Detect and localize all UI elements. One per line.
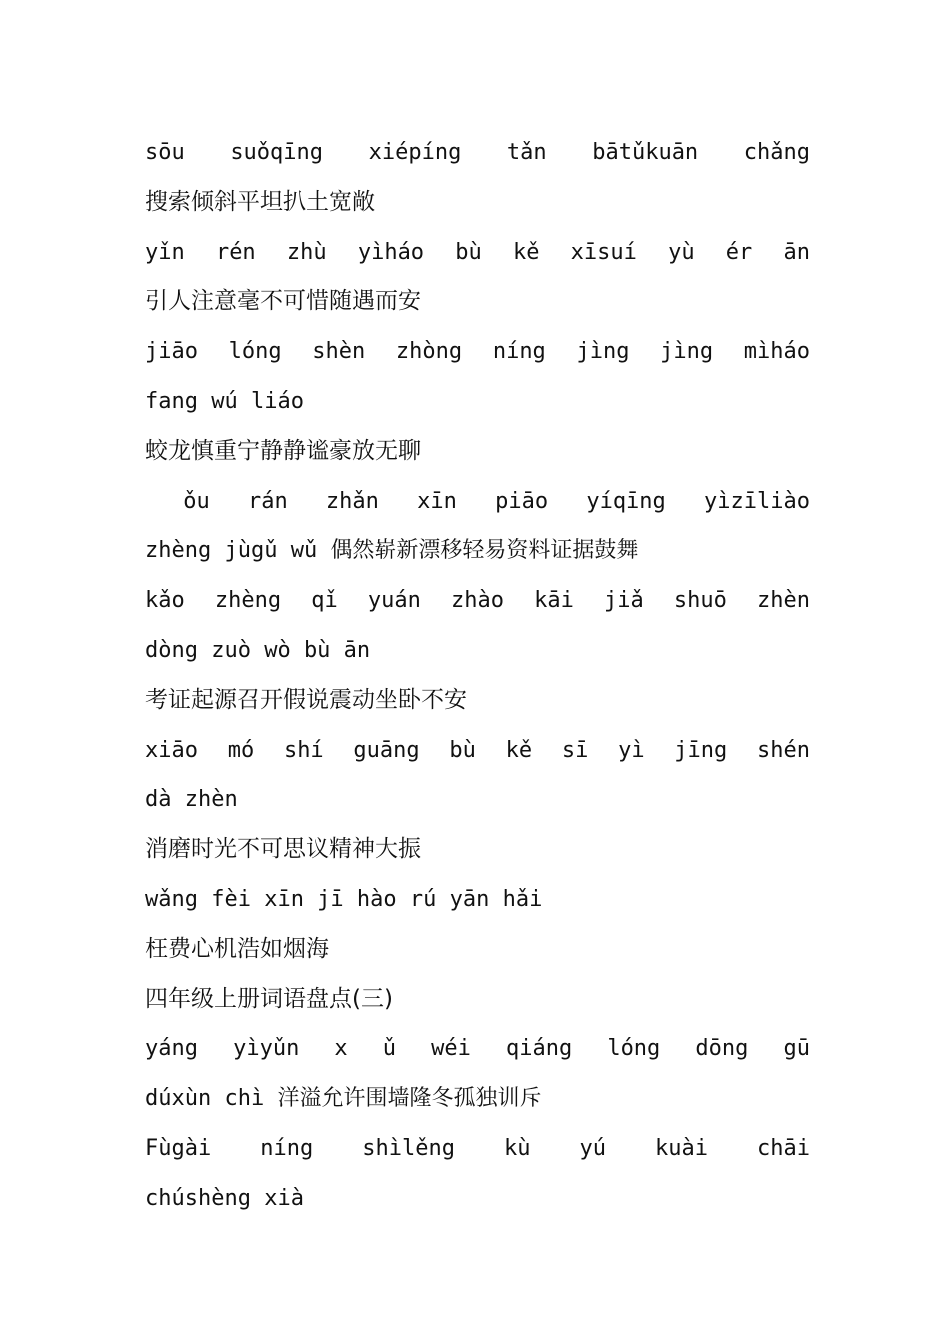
hanzi-line-6: 枉费心机浩如烟海 (145, 935, 329, 962)
pinyin-line-7: dòng zuò wò bù ān (145, 637, 371, 663)
pinyin-line-10: wǎng fèi xīn jī hào rú yān hǎi (145, 886, 543, 912)
section-heading: 四年级上册词语盘点(三) (145, 985, 393, 1012)
hanzi-line-2: 引人注意毫不可惜随遇而安 (145, 288, 421, 315)
pinyin-line-2: yǐn rén zhù yìháo bù kě xīsuí yù ér ān (145, 239, 810, 265)
pinyin-line-5: ǒu rán zhǎn xīn piāo yíqīng yìzīliào (145, 488, 810, 514)
mixed-line-1: zhèng jùgǔ wǔ 偶然崭新漂移轻易资料证据鼓舞 (145, 538, 639, 564)
pinyin-line-8: xiāo mó shí guāng bù kě sī yì jīng shén (145, 737, 810, 763)
hanzi-line-5: 消磨时光不可思议精神大振 (145, 836, 421, 863)
hanzi-line-1: 搜索倾斜平坦扒土宽敞 (145, 188, 375, 215)
pinyin-line-11: yáng yìyǔn x ǔ wéi qiáng lóng dōng gū (145, 1036, 810, 1062)
text-body (145, 128, 810, 1224)
pinyin-line-1: sōu suǒqīng xiépíng tǎn bātǔkuān chǎng (145, 140, 810, 165)
pinyin-line-13: chúshèng xià (145, 1185, 304, 1211)
hanzi-line-3: 蛟龙慎重宁静静谧豪放无聊 (145, 437, 421, 464)
pinyin-line-12: Fùgài níng shìlěng kù yú kuài chāi (145, 1135, 810, 1161)
pinyin-line-6: kǎo zhèng qǐ yuán zhào kāi jiǎ shuō zhèn (145, 588, 810, 614)
mixed-line-2: dúxùn chì 洋溢允许围墙隆冬孤独训斥 (145, 1086, 542, 1112)
pinyin-line-3: jiāo lóng shèn zhòng níng jìng jìng mìháo (145, 339, 810, 365)
pinyin-line-9: dà zhèn (145, 787, 238, 813)
hanzi-line-4: 考证起源召开假说震动坐卧不安 (145, 686, 467, 713)
pinyin-line-4: fang wú liáo (145, 388, 304, 414)
